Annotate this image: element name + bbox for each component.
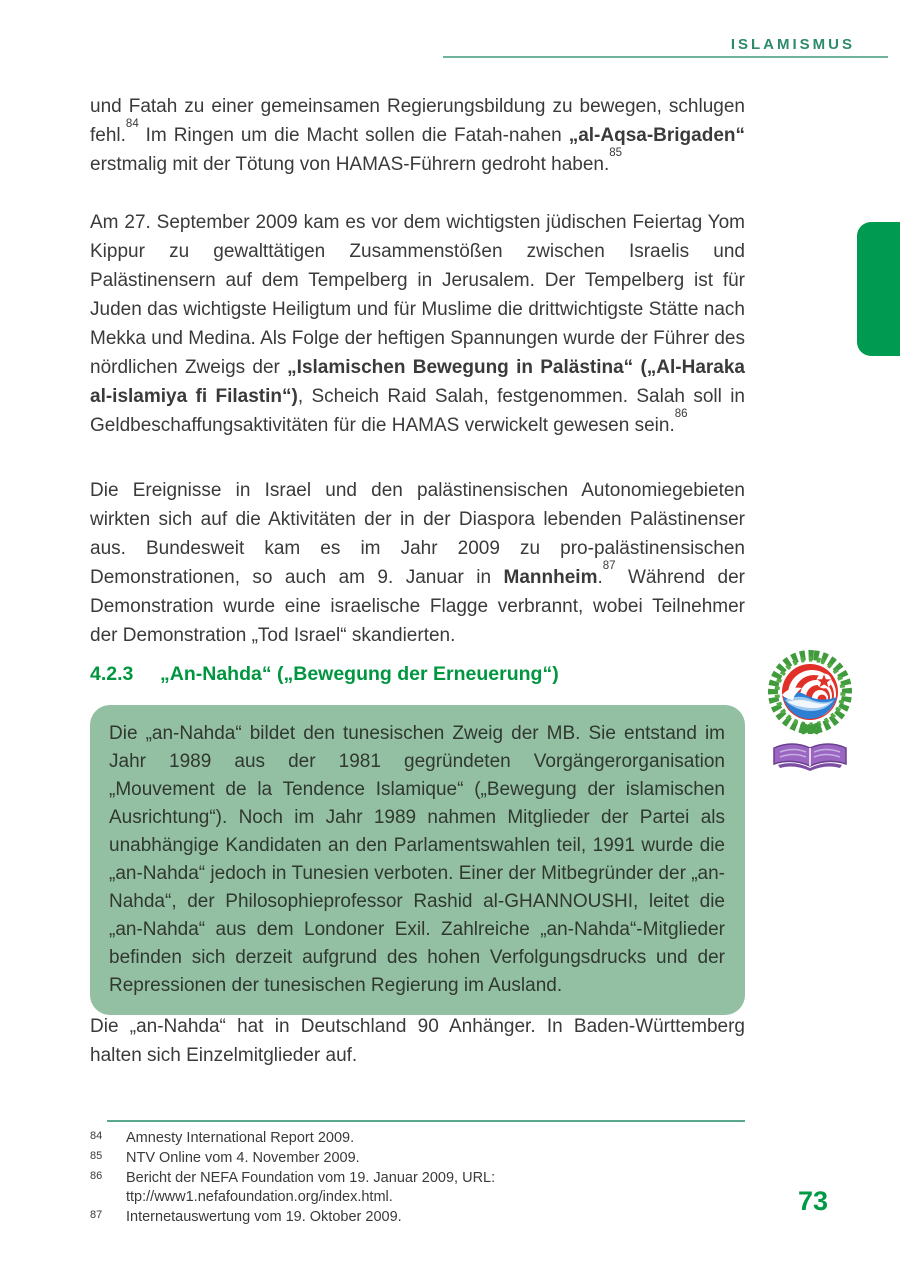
header-rule [443,56,888,58]
page-number: 73 [798,1186,829,1216]
footnote-text: Internetauswertung vom 19. Oktober 2009. [126,1209,402,1225]
footnote-ref-86: 86 [674,407,688,420]
paragraph-tempelberg [90,208,745,440]
text-run: . [597,567,603,588]
text-run: Im Ringen um die Macht sollen die Fatah-nahen [138,125,569,146]
text-run: Während der Demonstration wurde eine israelische Flagge verbrannt, wobei Teilnehmer der Demonstration „Tod Israel“ skandierten. [90,567,746,646]
footnotes [90,1120,745,1228]
book [774,744,846,771]
footnote-ref-85: 85 [609,146,623,159]
paragraph-fatah [90,92,745,179]
footnote-text: NTV Online vom 4. November 2009. [126,1150,360,1166]
text-run: Die „an-Nahda“ hat in Deutschland 90 Anhänger. In Baden-Württemberg halten sich Einzelmitglieder auf. [90,1016,745,1066]
text-run: und Fatah zu einer gemeinsamen Regierungsbildung zu bewegen, schlugen fehl. [90,96,745,146]
info-box-an-nahda [90,705,745,1015]
footnote-number: 85 [90,1150,103,1162]
section-heading [90,663,750,686]
text-run: , Scheich Raid Salah, festgenommen. Salah soll in Geldbeschaffungsaktivitäten für die HAMAS verwickelt gewesen sein. [90,386,745,436]
section-tab [857,222,900,356]
footnote-number: 84 [90,1130,103,1142]
footnote-ref-87: 87 [602,559,616,572]
paragraph-demonstrationen [90,476,745,650]
text-run-bold: „Islamischen Bewegung in Palästina“ („Al-Haraka al-islamiya fi Filastin“) [90,357,745,407]
text-run: Die Ereignisse in Israel und den palästinensischen Autonomiegebieten wirkten sich auf die Aktivitäten der in der Diaspora lebenden Palästinenser aus. Bundesweit kam es im Jahr 2009 zu pro-palästinensischen Demonstrationen, so auch am 9. Januar in [90,480,745,588]
footnote-number: 86 [90,1170,103,1182]
footnote-87 [90,1208,745,1227]
footnote-85 [90,1149,745,1168]
paragraph-anhaenger [90,1012,745,1070]
section-title: „An-Nahda“ („Bewegung der Erneuerung“) [160,663,559,685]
info-box-text: Die „an-Nahda“ bildet den tunesischen Zweig der MB. Sie entstand im Jahr 1989 aus der 1981 gegründeten Vorgängerorganisation „Mouvement de la Tendence Islamique“ („Bewegung der islamischen Ausrichtung“). Noch im Jahr 1989 nahmen Mitglieder der Partei als unabhängige Kandidaten an den Parlamentswahlen teil, 1991 wurde die „an-Nahda“ jedoch in Tunesien verboten. Einer der Mitbegründer der „an-Nahda“, der Philosophieprofessor Rashid al-GHANNOUSHI, leitet die „an-Nahda“ aus dem Londoner Exil. Zahlreiche „an-Nahda“-Mitglieder befinden sich derzeit aufgrund des hohen Verfolgungsdrucks und der Repressionen der tunesischen Regierung im Ausland. [109,723,725,996]
text-run: erstmalig mit der Tötung von HAMAS-Führern gedroht haben. [90,154,610,175]
footnote-rule [107,1120,745,1122]
footnote-86 [90,1169,745,1207]
footnote-text: Bericht der NEFA Foundation vom 19. Januar 2009, URL: ttp://www1.nefafoundation.org/index.html. [126,1170,496,1205]
text-run-bold: Mannheim [503,567,598,588]
footnote-84 [90,1129,745,1148]
footnote-ref-84: 84 [125,117,139,130]
section-number: 4.2.3 [90,663,134,685]
an-nahda-emblem-icon [760,648,860,778]
footnote-number: 87 [90,1209,103,1221]
page-header-title: ISLAMISMUS [730,36,855,53]
footnote-text: Amnesty International Report 2009. [126,1130,355,1146]
text-run-bold: „al-Aqsa-Brigaden“ [568,125,745,146]
text-run: Am 27. September 2009 kam es vor dem wichtigsten jüdischen Feiertag Yom Kippur zu gewalttätigen Zusammenstößen zwischen Israelis und Palästinensern auf dem Tempelberg in Jerusalem. Der Tempelberg ist für Juden das wichtigste Heiligtum und für Muslime die drittwichtigste Stätte nach Mekka und Medina. Als Folge der heftigen Spannungen wurde der Führer des nördlichen Zweigs der [90,212,745,378]
